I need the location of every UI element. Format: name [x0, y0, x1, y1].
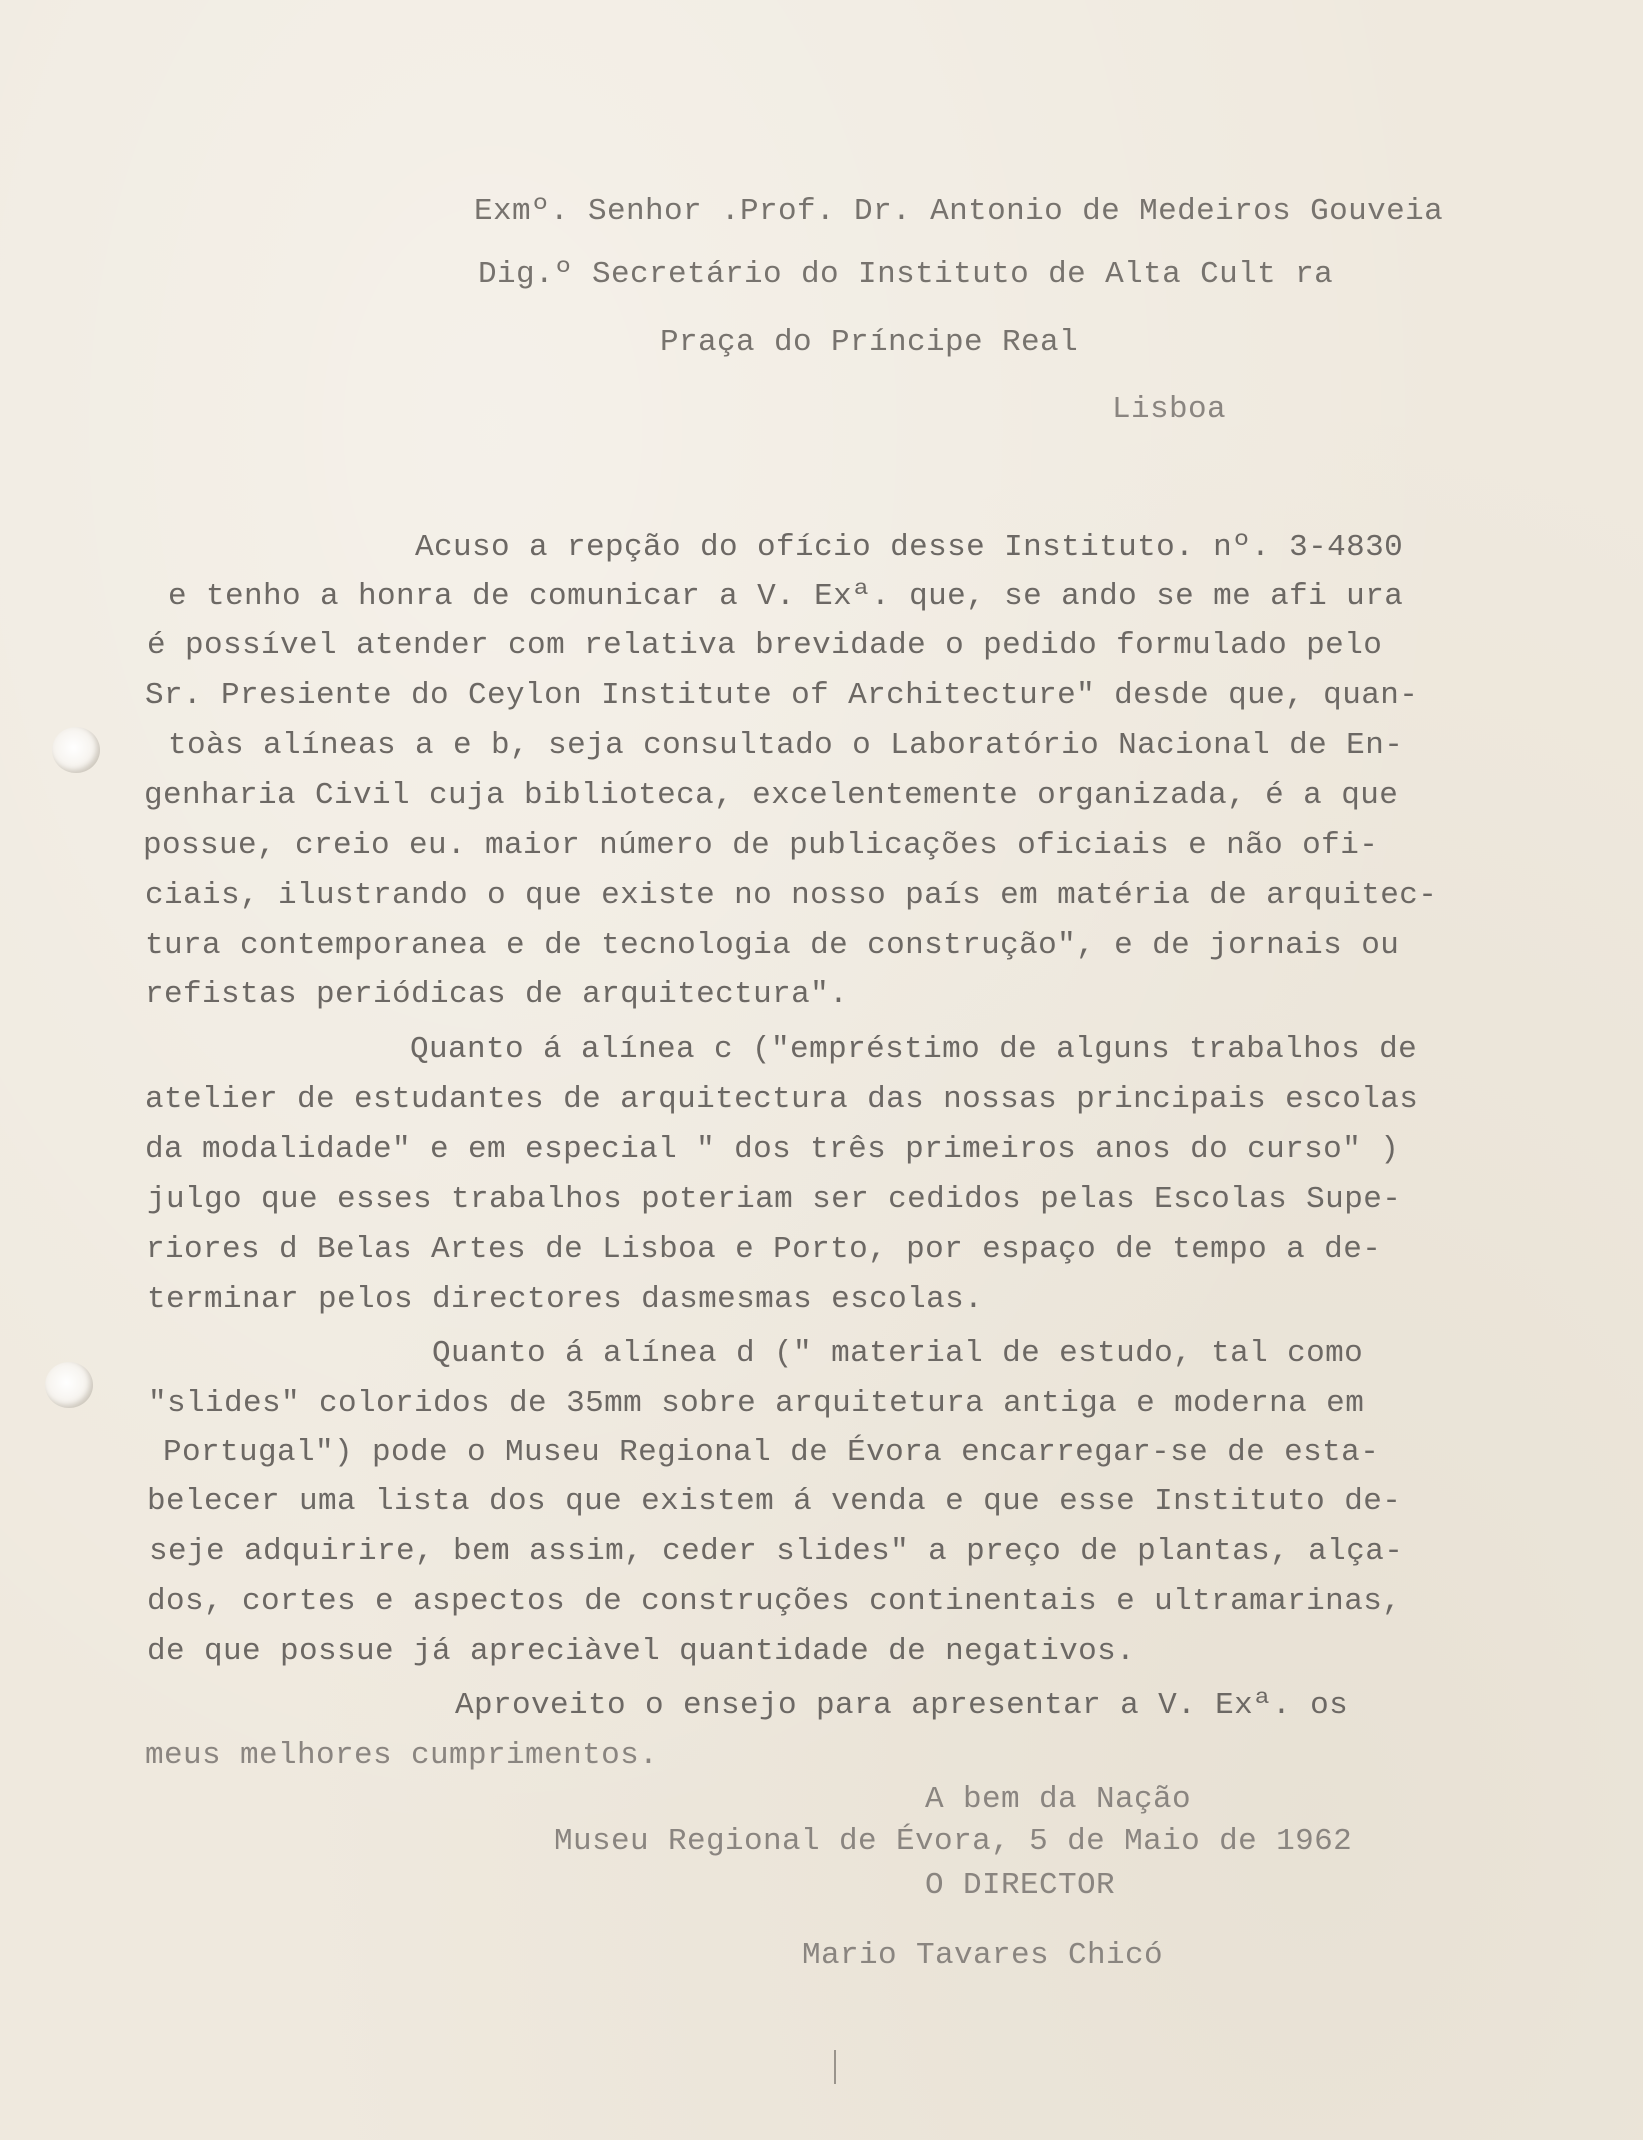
- address-line-1: Exmº. Senhor .Prof. Dr. Antonio de Medeiros Gouveia: [474, 194, 1444, 229]
- body-line: tura contemporanea e de tecnologia de construção", e de jornais ou: [145, 928, 1400, 963]
- body-line: Sr. Presiente do Ceylon Institute of Architecture" desde que, quan-: [145, 678, 1419, 713]
- address-line-3: Praça do Príncipe Real: [660, 325, 1079, 360]
- signatory-name: Mario Tavares Chicó: [802, 1938, 1164, 1973]
- body-line: belecer uma lista dos que existem á venda e que esse Instituto de-: [147, 1484, 1402, 1519]
- body-line: Portugal") pode o Museu Regional de Évora encarregar-se de esta-: [163, 1435, 1380, 1470]
- body-line: da modalidade" e em especial " dos três primeiros anos do curso" ): [145, 1132, 1400, 1167]
- body-line: de que possue já apreciàvel quantidade de negativos.: [147, 1634, 1136, 1669]
- body-line: ciais, ilustrando o que existe no nosso país em matéria de arquitec-: [145, 878, 1438, 913]
- place-date: Museu Regional de Évora, 5 de Maio de 1962: [554, 1824, 1353, 1859]
- body-line: terminar pelos directores dasmesmas escolas.: [147, 1282, 984, 1317]
- signatory-role: O DIRECTOR: [925, 1868, 1116, 1903]
- body-line: seje adquirire, bem assim, ceder slides" a preço de plantas, alça-: [149, 1534, 1404, 1569]
- punch-hole-bottom: [45, 1362, 93, 1408]
- salutation: A bem da Nação: [925, 1782, 1192, 1817]
- fold-mark: [834, 2050, 836, 2084]
- body-line: toàs alíneas a e b, seja consultado o Laboratório Nacional de En-: [168, 728, 1404, 763]
- body-line: genharia Civil cuja biblioteca, excelentemente organizada, é a que: [144, 778, 1399, 813]
- body-line: dos, cortes e aspectos de construções continentais e ultramarinas,: [147, 1584, 1402, 1619]
- body-line: meus melhores cumprimentos.: [145, 1738, 659, 1773]
- body-line: refistas periódicas de arquitectura".: [145, 977, 849, 1012]
- address-line-2: Dig.º Secretário do Instituto de Alta Cult ra: [478, 257, 1334, 292]
- body-line: riores d Belas Artes de Lisboa e Porto, por espaço de tempo a de-: [146, 1232, 1382, 1267]
- body-line: julgo que esses trabalhos poteriam ser cedidos pelas Escolas Supe-: [147, 1182, 1402, 1217]
- punch-hole-top: [52, 727, 100, 773]
- body-line: Acuso a repção do ofício desse Instituto. nº. 3-4830: [415, 530, 1404, 565]
- body-line: e tenho a honra de comunicar a V. Exª. que, se ando se me afi ura: [168, 579, 1404, 614]
- body-line: é possível atender com relativa brevidade o pedido formulado pelo: [147, 628, 1383, 663]
- body-line: atelier de estudantes de arquitectura das nossas principais escolas: [145, 1082, 1419, 1117]
- body-line: possue, creio eu. maior número de publicações oficiais e não ofi-: [143, 828, 1379, 863]
- body-line: Aproveito o ensejo para apresentar a V. Exª. os: [455, 1688, 1349, 1723]
- body-line: "slides" coloridos de 35mm sobre arquitetura antiga e moderna em: [148, 1386, 1365, 1421]
- body-line: Quanto á alínea c ("empréstimo de alguns trabalhos de: [410, 1032, 1418, 1067]
- address-line-4: Lisboa: [1112, 392, 1227, 427]
- body-line: Quanto á alínea d (" material de estudo, tal como: [432, 1336, 1364, 1371]
